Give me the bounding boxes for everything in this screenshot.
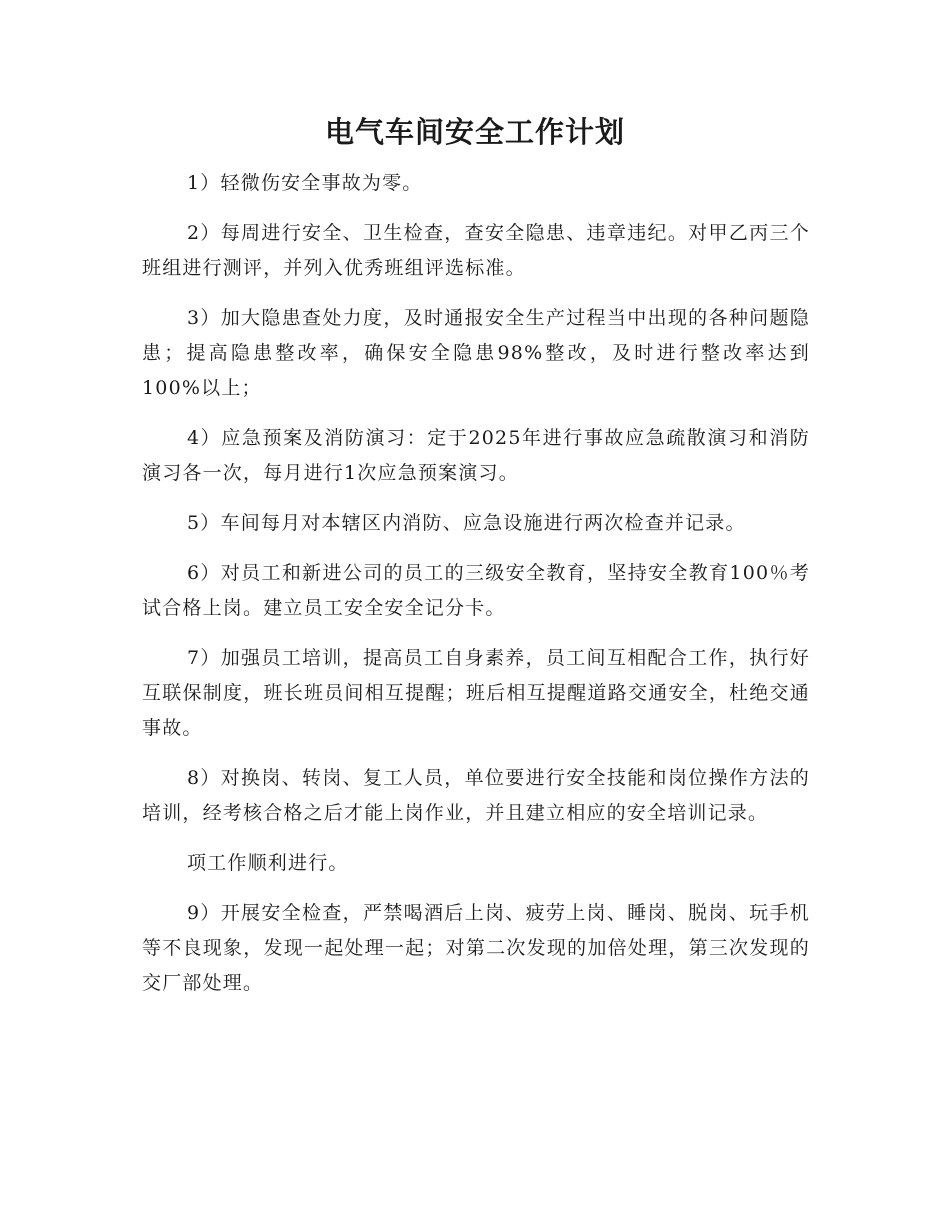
document-body bbox=[142, 166, 810, 1016]
paragraph-2: 2）每周进行安全、卫生检查，查安全隐患、违章违纪。对甲乙丙三个班组进行测评，并列入优秀班组评选标准。 bbox=[142, 222, 810, 279]
paragraph-5: 5）车间每月对本辖区内消防、应急设施进行两次检查并记录。 bbox=[187, 512, 746, 534]
paragraph-6: 6）对员工和新进公司的员工的三级安全教育，坚持安全教育100％考试合格上岗。建立员工安全安全记分卡。 bbox=[142, 562, 810, 619]
paragraph-8: 8）对换岗、转岗、复工人员，单位要进行安全技能和岗位操作方法的培训，经考核合格之后才能上岗作业，并且建立相应的安全培训记录。 bbox=[142, 767, 810, 824]
paragraph-3: 3）加大隐患查处力度，及时通报安全生产过程当中出现的各种问题隐患；提高隐患整改率，确保安全隐患98%整改，及时进行整改率达到100%以上； bbox=[142, 307, 810, 399]
document-title: 电气车间安全工作计划 bbox=[324, 115, 625, 149]
paragraph-10: 9）开展安全检查，严禁喝酒后上岗、疲劳上岗、睡岗、脱岗、玩手机等不良现象，发现一起处理一起；对第二次发现的加倍处理，第三次发现的交厂部处理。 bbox=[142, 902, 810, 994]
paragraph-7: 7）加强员工培训，提高员工自身素养，员工间互相配合工作，执行好互联保制度，班长班员间相互提醒；班后相互提醒道路交通安全，杜绝交通事故。 bbox=[142, 647, 810, 739]
paragraph-4: 4）应急预案及消防演习：定于2025年进行事故应急疏散演习和消防演习各一次，每月进行1次应急预案演习。 bbox=[142, 427, 810, 484]
paragraph-1: 1）轻微伤安全事故为零。 bbox=[187, 172, 423, 194]
paragraph-9: 项工作顺利进行。 bbox=[187, 852, 349, 874]
